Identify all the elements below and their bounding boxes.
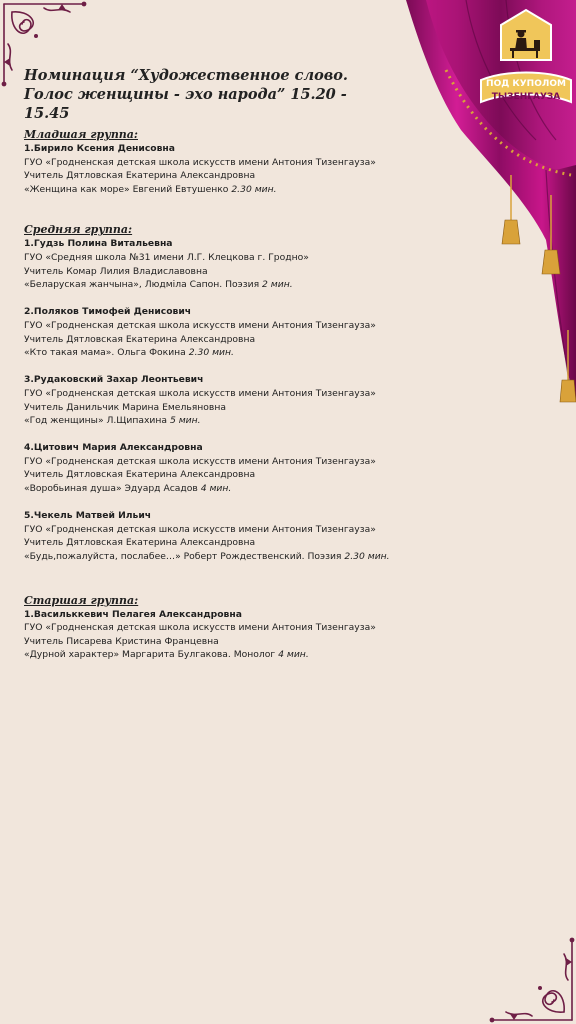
participant-name: 1.Васильккевич Пелагея Александровна	[24, 608, 242, 620]
participant-piece	[24, 346, 424, 360]
participant-name: 5.Чекель Матвей Ильич	[24, 510, 152, 522]
piece-duration: 2.30 мин.	[231, 183, 277, 195]
piece-duration: 5 мин.	[169, 415, 201, 427]
piece-title: «Будь,пожалуйста, послабее…» Роберт Рождественский. Поэзия	[24, 551, 345, 563]
title-line-2: Голос женщины - эхо народа” 15.20 - 15.45	[24, 86, 347, 122]
participant-school: ГУО «Гродненская детская школа искусств имени Антония Тизенгауза»	[24, 523, 376, 535]
section-middle	[24, 223, 424, 563]
list-item	[24, 608, 424, 662]
piece-duration: 4 мин.	[200, 483, 232, 495]
section-title: Младшая группа:	[24, 128, 138, 141]
piece-duration: 4 мин.	[278, 649, 309, 661]
list-item	[24, 509, 424, 563]
participant-name: 2.Поляков Тимофей Денисович	[24, 306, 192, 318]
section-title: Средняя группа:	[24, 223, 133, 237]
participant-school: ГУО «Гродненская детская школа искусств имени Антония Тизенгауза»	[24, 156, 376, 168]
participant-piece	[24, 414, 424, 428]
piece-duration: 2 мин.	[262, 279, 293, 291]
list-item	[24, 373, 424, 427]
list-item	[24, 237, 424, 291]
piece-duration: 2.30 мин.	[188, 347, 234, 359]
participant-school: ГУО «Гродненская детская школа искусств имени Антония Тизенгауза»	[24, 622, 376, 634]
list-item	[24, 142, 424, 196]
piece-title: «Женщина как море» Евгений Евтушенко	[24, 183, 232, 195]
participant-teacher: Учитель Дятловская Екатерина Александровна	[24, 333, 256, 345]
piece-duration: 2.30 мин.	[344, 551, 390, 563]
participant-name: 1.Бирило Ксения Денисовна	[24, 143, 175, 154]
section-title: Старшая группа:	[24, 593, 139, 607]
participant-name: 1.Гудзь Полина Витальевна	[24, 238, 173, 250]
corner-ornament-bottom-right	[486, 934, 576, 1024]
participant-teacher: Учитель Дятловская Екатерина Александровна	[24, 170, 256, 182]
participant-teacher: Учитель Дятловская Екатерина Александровна	[24, 469, 256, 481]
piece-title: «Кто такая мама». Ольга Фокина	[24, 347, 189, 359]
participant-school: ГУО «Гродненская детская школа искусств имени Антония Тизенгауза»	[24, 455, 376, 467]
participant-piece	[24, 278, 424, 292]
theater-curtain-illustration	[406, 0, 576, 410]
participant-teacher: Учитель Дятловская Екатерина Александровна	[24, 537, 256, 549]
participant-teacher: Учитель Писарева Кристина Францевна	[24, 635, 219, 647]
participant-piece	[24, 183, 424, 197]
title-line-1: Номинация “Художественное слово.	[24, 67, 348, 84]
participant-piece	[24, 550, 424, 564]
piece-title: «Год женщины» Л.Щипахина	[24, 415, 170, 427]
list-item	[24, 441, 424, 495]
piece-title: «Беларуская жанчына», Людміла Сапон. Поэзия	[24, 279, 263, 291]
participant-school: ГУО «Гродненская детская школа искусств имени Антония Тизенгауза»	[24, 387, 376, 399]
piece-title: «Дурной характер» Маргарита Булгакова. Монолог	[24, 649, 279, 661]
nomination-title	[24, 66, 364, 123]
participant-school: ГУО «Средняя школа №31 имени Л.Г. Клецкова г. Гродно»	[24, 251, 309, 263]
participant-piece	[24, 482, 424, 496]
participants-list	[24, 128, 424, 662]
logo-text-bottom: ТЫЗЕНГАУЗА	[491, 92, 561, 102]
list-item	[24, 305, 424, 359]
participant-teacher: Учитель Данильчик Марина Емельяновна	[24, 401, 226, 413]
participant-piece	[24, 648, 424, 662]
section-senior	[24, 594, 424, 662]
participant-teacher: Учитель Комар Лилия Владиславовна	[24, 265, 208, 277]
participant-name: 3.Рудаковский Захар Леонтьевич	[24, 374, 204, 386]
participant-school: ГУО «Гродненская детская школа искусств имени Антония Тизенгауза»	[24, 319, 376, 331]
section-junior	[24, 128, 424, 196]
participant-name: 4.Цитович Мария Александровна	[24, 442, 203, 454]
piece-title: «Воробьиная душа» Эдуард Асадов	[24, 483, 201, 495]
logo-text-top: ПОД КУПОЛОМ	[486, 79, 566, 89]
